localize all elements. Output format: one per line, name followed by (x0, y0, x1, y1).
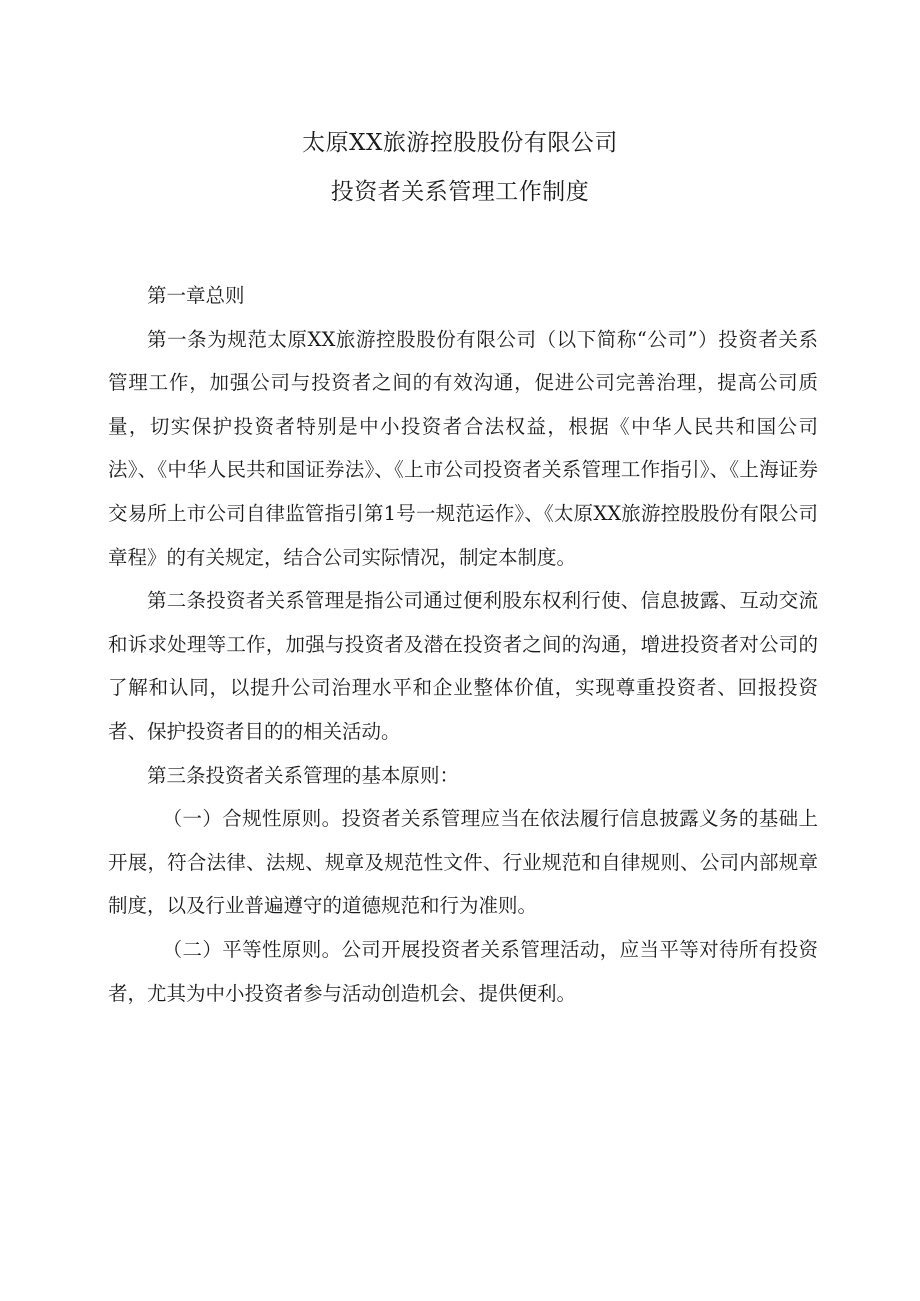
document-title-company: 太原XX旅游控股股份有限公司 (302, 130, 618, 156)
chapter-heading: 第一章总则 (147, 284, 245, 307)
article-1: 第一条为规范太原XX旅游控股股份有限公司（以下简称“公司”）投资者关系管理工作，加强公司与投资者之间的有效沟通，促进公司完善治理，提高公司质量，切实保护投资者特别是中小投资者合法权益，根据《中华人民共和国公司法》、《中华人民共和国证券法》、《上市公司投资者关系管理工作指引》、《上海证券交易所上市公司自律监管指引第1号一规范运作》、《太原XX旅游控股股份有限公司章程》的有关规定，结合公司实际情况，制定本制度。 (108, 327, 818, 569)
principle-compliance: （一）合规性原则。投资者关系管理应当在依法履行信息披露义务的基础上开展，符合法律、法规、规章及规范性文件、行业规范和自律规则、公司内部规章制度，以及行业普遍遵守的道德规范和行为准则。 (108, 807, 818, 918)
article-3: 第三条投资者关系管理的基本原则： (147, 763, 460, 787)
document-title-regulation: 投资者关系管理工作制度 (330, 179, 590, 205)
document-body (108, 274, 818, 1015)
principle-equality: （二）平等性原则。公司开展投资者关系管理活动，应当平等对待所有投资者，尤其为中小投资者参与活动创造机会、提供便利。 (108, 937, 818, 1005)
article-2: 第二条投资者关系管理是指公司通过便利股东权利行使、信息披露、互动交流和诉求处理等工作，加强与投资者及潜在投资者之间的沟通，增进投资者对公司的了解和认同，以提升公司治理水平和企业整体价值，实现尊重投资者、回报投资者、保护投资者目的的相关活动。 (108, 589, 818, 743)
